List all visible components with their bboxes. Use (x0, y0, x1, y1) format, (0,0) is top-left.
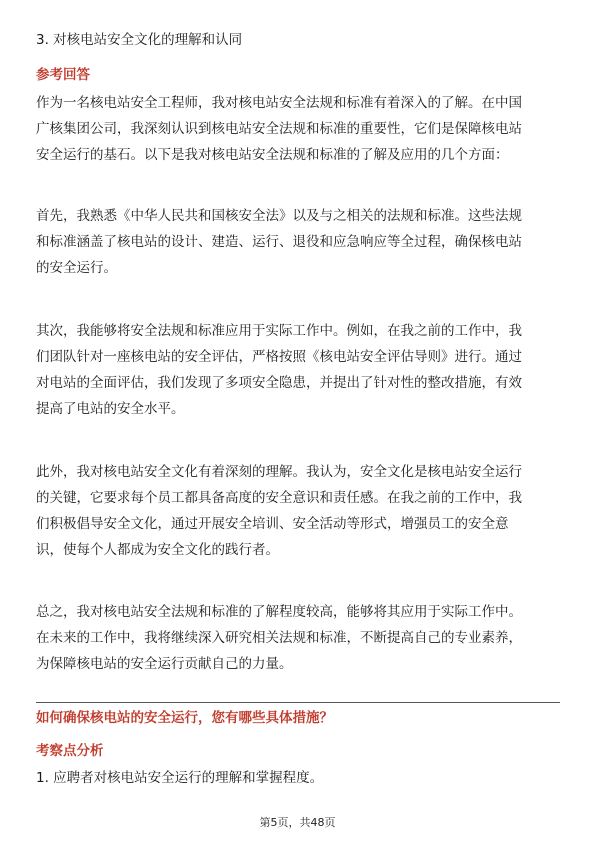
reference-answer-label: 参考回答 (36, 67, 90, 83)
next-question-title: 如何确保核电站的安全运行，您有哪些具体措施？ (36, 710, 333, 726)
paragraph-line: 安全运行的基石。以下是我对核电站安全法规和标准的了解及应用的几个方面： (36, 147, 509, 163)
paragraph-line: 的关键，它要求每个员工都具备高度的安全意识和责任感。在我之前的工作中，我 (36, 490, 522, 506)
paragraph-line: 们积极倡导安全文化，通过开展安全培训、安全活动等形式，增强员工的安全意 (36, 516, 509, 532)
paragraph-line: 识，使每个人都成为安全文化的践行者。 (36, 542, 279, 558)
paragraph-line: 广核集团公司，我深刻认识到核电站安全法规和标准的重要性，它们是保障核电站 (36, 121, 522, 137)
answer-paragraph-1 (36, 90, 560, 168)
paragraph-line: 对电站的全面评估，我们发现了多项安全隐患，并提出了针对性的整改措施，有效 (36, 375, 522, 391)
analysis-label: 考察点分析 (36, 743, 104, 759)
paragraph-line: 首先，我熟悉《中华人民共和国核安全法》以及与之相关的法规和标准。这些法规 (36, 208, 522, 224)
paragraph-line: 此外，我对核电站安全文化有着深刻的理解。我认为，安全文化是核电站安全运行 (36, 464, 522, 480)
question-title: 3. 对核电站安全文化的理解和认同 (36, 32, 243, 48)
answer-paragraph-4 (36, 459, 560, 563)
paragraph-line: 作为一名核电站安全工程师，我对核电站安全法规和标准有着深入的了解。在中国 (36, 95, 522, 111)
analysis-point-1: 1. 应聘者对核电站安全运行的理解和掌握程度。 (36, 770, 324, 786)
answer-paragraph-3 (36, 318, 560, 422)
paragraph-line: 在未来的工作中，我将继续深入研究相关法规和标准，不断提高自己的专业素养， (36, 630, 522, 646)
paragraph-line: 其次，我能够将安全法规和标准应用于实际工作中。例如，在我之前的工作中，我 (36, 323, 522, 339)
answer-paragraph-5 (36, 599, 560, 677)
page-footer: 第5页，共48页 (259, 816, 336, 829)
section-divider (36, 702, 560, 703)
paragraph-line: 提高了电站的安全水平。 (36, 401, 185, 417)
answer-paragraph-2 (36, 203, 560, 281)
paragraph-line: 们团队针对一座核电站的安全评估，严格按照《核电站安全评估导则》进行。通过 (36, 349, 522, 365)
paragraph-line: 的安全运行。 (36, 260, 117, 276)
paragraph-line: 为保障核电站的安全运行贡献自己的力量。 (36, 656, 293, 672)
paragraph-line: 和标准涵盖了核电站的设计、建造、运行、退役和应急响应等全过程，确保核电站 (36, 234, 522, 250)
paragraph-line: 总之，我对核电站安全法规和标准的了解程度较高，能够将其应用于实际工作中。 (36, 604, 522, 620)
